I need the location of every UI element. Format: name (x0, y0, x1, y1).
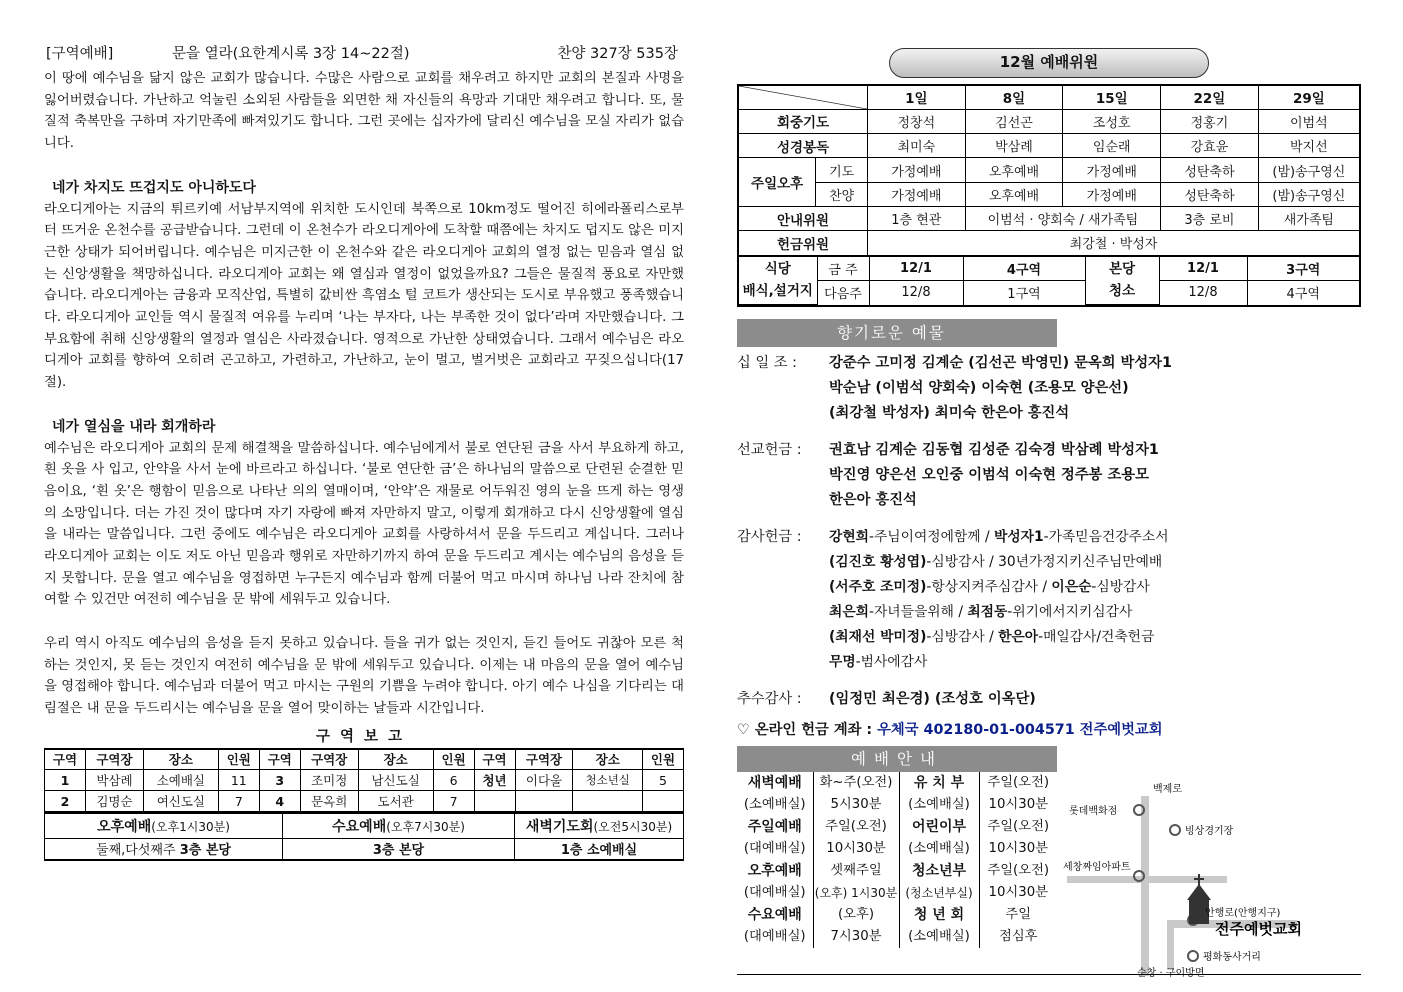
meal-cleaning-table: 식당 배식,설거지 금 주 12/1 4구역 본당 청소 12/1 3구역 다음주 12/8 1구역 12/8 4구역 (739, 256, 1359, 306)
pyeonghwa-marker (1188, 951, 1198, 961)
tithe-row: 십 일 조 : 강준수 고미정 김계순 (김선곤 박영민) 문옥희 박성자1 박순남 (이범석 양회숙) 이숙현 (조용모 양은선) (최강철 박성자) 최미숙 한은아 홍진석 (737, 355, 1172, 422)
svg-text:안행로(안행지구): 안행로(안행지구) (1205, 908, 1281, 920)
offerings-list (737, 351, 1361, 712)
table-row: 2 김명순 여신도실 7 4 문옥희 도서관 7 (45, 791, 684, 812)
section1-paragraph: 라오디게아는 지금의 튀르키예 서남부지역에 위치한 도시인데 북쪽으로 10km정도 떨어진 히에라폴리스로부터 뜨거운 온천수를 공급받습니다. 그런데 이 온천수가 라오디게아에 도착할 때쯤에는 차지도 덥지도 않은 미지근한 상태가 되어버립니다. 예수님은 미지근한 이 온천수와 같은 라오디게아 교회의 열정 없는 믿음과 열심 없는 신앙생활을 책망하십니다. 라오디게아 교회는 왜 열심과 열정이 없었을까요? 그들은 물질적 풍요로 자만했습니다. 라오디게아는 금융과 모직산업, 특별히 값비싼 흑염소 털 코트가 생산되는 도시로 부유했고 풍족했습니다. 라오디게아 교인들 역시 물질적 여유를 누리며 ‘나는 부자다, 나는 부족한 것이 없다’라며 자만했습니다. 그 부요함에 취해 신앙생활의 열정과 열심은 사라졌습니다. 영적으로 가난한 상태였습니다. 그래서 예수님은 라오디게아 교회를 향하여 오히려 곤고하고, 가련하고, 가난하고, 눈이 멀고, 벌거벗은 교회라고 꾸짖으십니다(17절). (44, 201, 684, 391)
worship-committee-title: 12월 예배위원 (889, 48, 1209, 78)
svg-text:빙상경기장: 빙상경기장 (1185, 826, 1234, 838)
sermon-header (44, 38, 684, 68)
svg-text:세창짜임아파트: 세창짜임아파트 (1063, 862, 1131, 874)
sermon-page (44, 38, 684, 861)
dawn-prayer: 새벽기도회(오전5시30분) (515, 813, 684, 838)
online-offering: ♡ 온라인 헌금 계좌 : 우체국 402180-01-004571 전주예벗교회 (737, 722, 1163, 739)
location-map (1057, 748, 1361, 982)
info-page (737, 48, 1361, 982)
section2-title: 네가 열심을 내라 회개하라 (52, 418, 216, 435)
table-row: 1 박삼례 소예배실 11 3 조미정 남신도실 6 청년 이다울 청소년실 5 (45, 770, 684, 791)
closing-paragraph: 우리 역시 아직도 예수님의 음성을 듣지 못하고 있습니다. 들을 귀가 없는 것인지, 듣긴 들어도 귀찮아 모른 척하는 것인지, 못 듣는 것인지 여전히 예수님을 문 밖에 세워두고 있습니다. 이제는 내 마음의 문을 열어 예수님을 영접해야 합니다. 예수님과 더불어 먹고 마시는 구원의 기쁨을 누려야 합니다. 아기 예수 나심을 기다리는 대림절은 내 문을 두드리시는 예수님을 문을 열어 맞이하는 날들과 시간입니다. (44, 635, 684, 716)
service-guide (737, 772, 1361, 982)
thanks-row: 감사헌금 : 강현희-주님이여정에함께 / 박성자1-가족믿음건강주소서 (김진호 황성엽)-심방감사 / 30년가정지키신주님만예배 (서주호 조미정)-항상지켜주심감사 / 이은순-심방감사 최은희-자녀들을위해 / 최점동-위기에서지키심감사 (최재선 박미정)-심방감사 / 한은아-매일감사/건축헌금 무명-범사에감사 (737, 529, 1169, 671)
service-schedule-table: 새벽예배 화~주(오전) 유 치 부 주일(오전) (소예배실) 5시30분 (소예배실) 10시30분 주일예배 주일(오전) 어린이부 주일(오전) (대예배실) 10시30분 (소예배실) 10시30분 오후예배 셋째주일 청소년부 주일(오전) (대예배실) (오후) 1시30분 (청소년부실) 10시30분 수요예배 (오후) 청 년 회 주일 (대예배실) 7시30분 (소예배실) 점심후 (737, 772, 1057, 948)
hymn-numbers: 찬양 327장 535장 (557, 46, 678, 62)
harvest-row: 추수감사 : (임정민 최은경) (조성호 이옥단) (737, 691, 1036, 708)
intro-paragraph: 이 땅에 예수님을 닮지 않은 교회가 많습니다. 수많은 사람으로 교회를 채우려고 하지만 교회의 본질과 사명을 잃어버렸습니다. 가난하고 억눌린 소외된 사람들을 외면한 채 자신들의 욕망과 기대만 채우려고 합니다. 또, 물질적 축복만을 구하며 자기만족에 빠져있기도 합니다. 그런 곳에는 십자가에 달리신 예수님을 모실 자리가 없습니다. (44, 71, 684, 152)
ice-rink-marker (1170, 825, 1180, 835)
offerings-section-title: 향기로운 예물 (737, 319, 1057, 347)
sermon-title: 문을 열라(요한계시록 3장 14~22절) (172, 46, 410, 62)
afternoon-service: 오후예배(오후1시30분) (45, 813, 283, 838)
svg-text:롯데백화점: 롯데백화점 (1069, 806, 1118, 818)
svg-text:순창 · 구이방면: 순창 · 구이방면 (1137, 968, 1205, 980)
section2-paragraph: 예수님은 라오디게아 교회의 문제 해결책을 말씀하십니다. 예수님에게서 불로 연단된 금을 사서 부요하게 하고, 흰 옷을 사 입고, 안약을 사서 눈에 바르라고 하십니다. ‘불로 연단한 금’은 하나님의 말씀으로 단련된 순결한 믿음이요, ‘흰 옷’은 행함이 믿음으로 나타난 의의 열매이며, ‘안약’은 재물로 어두워진 영의 눈을 뜨게 하는 영생의 소망입니다. 더는 가진 것이 많다며 자기 자랑에 빠져 자만하지 말고, 이렇게 회개하고 다시 신앙생활에 열심을 내라는 말씀입니다. 그런 중에도 예수님은 라오디게아 교회를 사랑하셔서 문을 두드리고 계십니다. 그러나 라오디게아 교회는 이도 저도 아닌 믿음과 행위로 자만하기까지 하여 문을 두드리고 계시는 예수님의 음성을 듣지 못합니다. 문을 열고 예수님을 영접하면 누구든지 예수님과 함께 더불어 먹고 마시며 하나님 나라 잔치에 참여할 수 있건만 여전히 예수님을 문 밖에 세워두고 있습니다. (44, 440, 684, 608)
district-report-table: 구역 구역장 장소 인원 구역 구역장 장소 인원 구역 구역장 장소 인원 1 박삼례 소예배실 11 3 조미정 남신도실 6 청년 이다울 청소년실 5 2 김명순 여신도실 7 4 문옥희 도서관 7 (44, 748, 684, 813)
service-guide-title: 예배안내 (737, 746, 1057, 772)
mission-row: 선교헌금 : 권효남 김계순 김동협 김성준 김숙경 박삼례 박성자1 박진영 양은선 오인중 이범석 이숙현 정주봉 조용모 한은아 홍진석 (737, 442, 1159, 509)
worship-committee-table: 1일 8일 15일 22일 29일 회중기도 정창석 김선곤 조성호 정홍기 이범석 성경봉독 최미숙 박삼례 임순래 강효윤 박지선 주일오후 기도 가정예배 오후예배 가정예배 성탄축하 (밤)송구영신 찬양 가정예배 오후예배 가정예배 성탄축하 (밤)송구영신 안내위원 1층 현관 이범석 · 양회숙 / 새가족팀 3층 로비 새가족팀 헌금위원 최강철 · 박성자 식당 배식,설거지 금 주 12/1 4구역 본당 청소 12/1 3구역 다음주 12/8 1구역 12/8 4구역 (737, 84, 1361, 307)
account-number: 우체국 402180-01-004571 전주예벗교회 (877, 722, 1163, 739)
section1-title: 네가 차지도 뜨겁지도 아니하도다 (52, 179, 256, 196)
svg-text:전주예벗교회: 전주예벗교회 (1215, 920, 1302, 939)
section-tag: [구역예배] (46, 46, 114, 62)
district-report-title: 구역보고 (315, 728, 413, 745)
svg-text:평화동사거리: 평화동사거리 (1203, 952, 1261, 964)
service-times-table: 오후예배(오후1시30분) 수요예배(오후7시30분) 새벽기도회(오전5시30분) 둘째,다섯째주 3층 본당 3층 본당 1층 소예배실 (44, 812, 684, 861)
wednesday-service: 수요예배(오후7시30분) (283, 813, 515, 838)
heart-icon: ♡ (737, 722, 750, 739)
svg-text:백제로: 백제로 (1153, 784, 1182, 796)
